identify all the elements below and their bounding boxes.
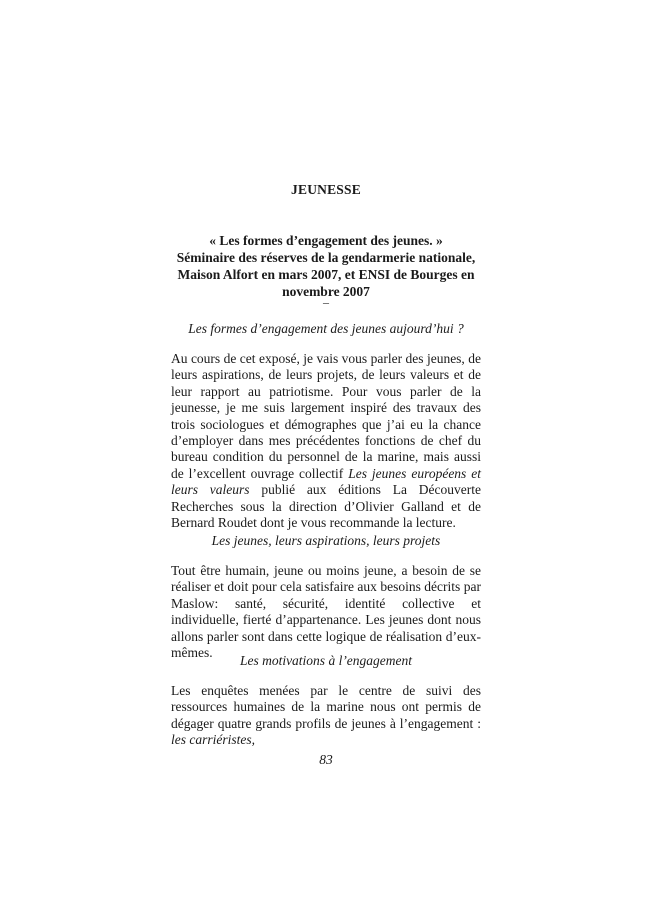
title-line-2: Séminaire des réserves de la gendarmerie nationale, (176, 250, 476, 265)
paragraph-intro (171, 351, 481, 531)
page-number: 83 (319, 752, 333, 767)
subtitle-aspirations: Les jeunes, leurs aspirations, leurs projets (211, 533, 441, 548)
paragraph-intro-text-end: publié aux éditions La Découverte Recherches sous la direction d’Olivier Galland et de Bernard Roudet dont je vous recommande la lecture. (171, 482, 481, 531)
separator: – (323, 295, 329, 309)
paragraph-maslow: Tout être humain, jeune ou moins jeune, a besoin de se réaliser et doit pour cela satisfaire aux besoins décrits par Maslow: santé, sécurité, identité collective et individuelle, fierté d’appartenance. Les jeunes dont nous allons parler sont dans cette logique de réalisation d’eux-mêmes. (171, 563, 481, 661)
paragraph-profiles (171, 683, 481, 749)
section-heading: JEUNESSE (291, 182, 361, 197)
document-title (171, 232, 481, 300)
title-line-1: « Les formes d’engagement des jeunes. » (209, 233, 443, 248)
book-title: Les jeunes européens et leurs valeurs (171, 465, 482, 498)
profile-careerists: les carriéristes, (171, 732, 255, 748)
subtitle-engagement-today: Les formes d’engagement des jeunes aujourd’hui ? (188, 321, 464, 336)
subtitle-motivations: Les motivations à l’engagement (239, 653, 413, 668)
paragraph-profiles-text: Les enquêtes menées par le centre de suivi des ressources humaines de la marine nous ont permis de dégager quatre grands profils de jeunes à l’engagement : (171, 683, 481, 731)
title-line-4: novembre 2007 (282, 284, 370, 299)
paragraph-intro-text: Au cours de cet exposé, je vais vous parler des jeunes, de leurs aspirations, de leurs projets, de leurs valeurs et de leur rapport au patriotisme. Pour vous parler de la jeunesse, je me suis largement inspiré des travaux des trois sociologues et démographes que j’ai eu la chance d’employer dans mes précédentes fonctions de chef du bureau condition du personnel de la marine, mais aussi de l’excellent ouvrage collectif (171, 351, 481, 481)
title-line-3: Maison Alfort en mars 2007, et ENSI de Bourges en (177, 267, 475, 282)
